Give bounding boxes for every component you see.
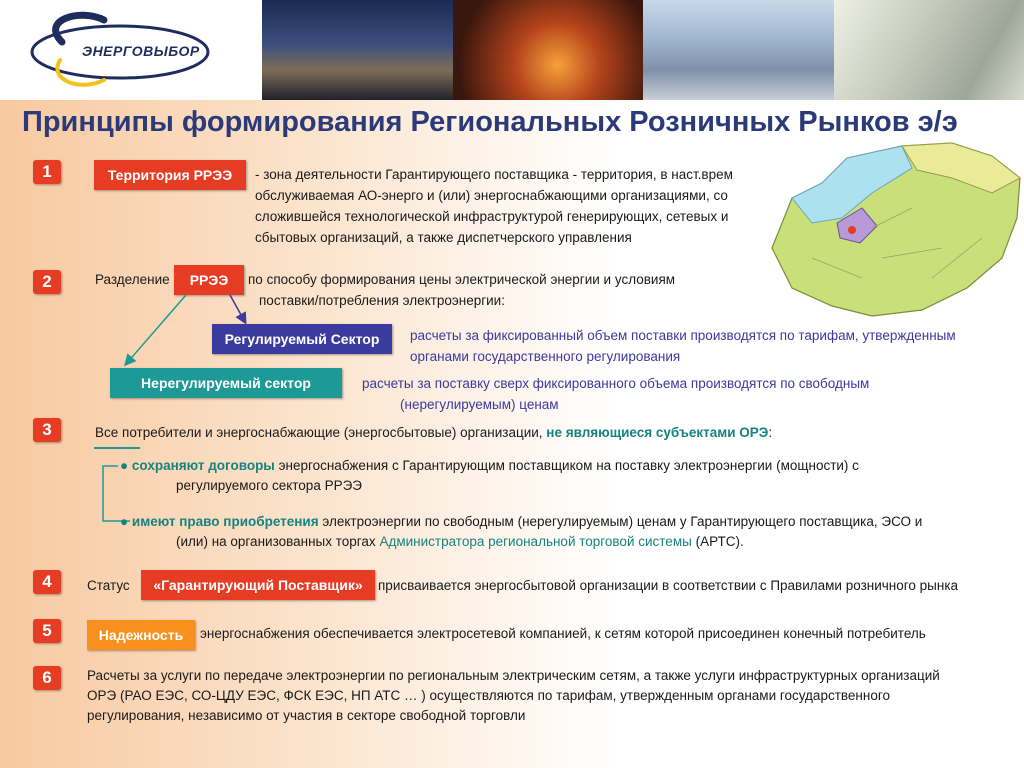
bullet2-line2-b: (АРТС). — [695, 534, 744, 549]
bullet-dot-icon: ● — [120, 458, 129, 473]
item-number-4: 4 — [33, 570, 61, 594]
rree-label: РРЭЭ — [174, 265, 244, 295]
unregulated-line-1: расчеты за поставку сверх фиксированного объема производятся по свободным — [362, 376, 870, 391]
arts-link[interactable]: Администратора региональной торговой системы — [379, 534, 692, 549]
item-number-2: 2 — [33, 270, 61, 294]
bullet2-bold: имеют право приобретения — [131, 514, 319, 529]
bullet2-rest: электроэнергии по свободным (нерегулируемым) ценам у Гарантирующего поставщика, ЭСО и — [322, 514, 923, 529]
item3-intro-end: : — [768, 425, 773, 440]
unregulated-line-2: (нерегулируемым) ценам — [400, 397, 559, 412]
item3-intro — [95, 423, 772, 443]
bullet-dot-icon: ● — [120, 514, 129, 529]
item3-intro-text: Все потребители и энергоснабжающие (энергосбытовые) организации, — [95, 425, 543, 440]
item-number-3: 3 — [33, 418, 61, 442]
logo-text: ЭНЕРГОВЫБОР — [82, 43, 200, 59]
item1-line-1: - зона деятельности Гарантирующего поставщика - территория, в наст.врем — [255, 167, 733, 182]
bullet1-rest: энергоснабжения с Гарантирующим поставщиком на поставку электроэнергии (мощности) с — [278, 458, 859, 473]
item6-line-2: ОРЭ (РАО ЕЭС, СО-ЦДУ ЕЭС, ФСК ЕЭС, НП АТС … ) осуществляются по тарифам, утвержденным органами государственного — [87, 688, 890, 703]
item-number-6: 6 — [33, 666, 61, 690]
reliability-label: Надежность — [87, 620, 195, 650]
bullet2-line2-a: (или) на организованных торгах — [176, 534, 376, 549]
bullet1-line-2: регулируемого сектора РРЭЭ — [176, 478, 362, 493]
item2-line-2: поставки/потребления электроэнергии: — [259, 293, 505, 308]
guarantor-supplier-label: «Гарантирующий Поставщик» — [141, 570, 375, 600]
item-number-1: 1 — [33, 160, 61, 184]
item1-line-2: обслуживаемая АО-энерго и (или) энергоснабжающими организациями, со — [255, 188, 728, 203]
item2-line-1: по способу формирования цены электрической энергии и условиям — [248, 272, 676, 287]
item3-bullet-1 — [120, 456, 859, 476]
item1-line-3: сложившейся технологической инфраструктурой генерирующих, сетевых и — [255, 209, 729, 224]
bullet1-bold: сохраняют договоры — [131, 458, 275, 473]
item6-line-1: Расчеты за услуги по передаче электроэнергии по региональным электрическим сетям, а также услуги инфраструктурных организаций — [87, 668, 940, 683]
item3-bullet-2 — [120, 512, 922, 532]
unregulated-sector-label: Нерегулируемый сектор — [110, 368, 342, 398]
item4-text: присваивается энергосбытовой организации в соответствии с Правилами розничного рынка — [378, 578, 959, 593]
page-title: Принципы формирования Региональных Розничных Рынков э/э — [22, 106, 958, 138]
territory-rree-label: Территория РРЭЭ — [94, 160, 246, 190]
bullet2-line-2 — [176, 532, 744, 552]
item6-line-3: регулирования, независимо от участия в секторе свободной торговли — [87, 708, 526, 723]
item3-intro-highlight: не являющиеся субъектами ОРЭ — [546, 425, 769, 440]
item1-line-4: сбытовых организаций, а также диспетчерского управления — [255, 230, 632, 245]
item5-text: энергоснабжения обеспечивается электросетевой компанией, к сетям которой присоединен конечный потребитель — [200, 626, 926, 641]
regulated-sector-label: Регулируемый Сектор — [212, 324, 392, 354]
regulated-line-1: расчеты за фиксированный объем поставки производятся по тарифам, утвержденным — [410, 328, 956, 343]
item4-prefix: Статус — [87, 578, 130, 593]
item-number-5: 5 — [33, 619, 61, 643]
regulated-line-2: органами государственного регулирования — [410, 349, 681, 364]
item2-prefix: Разделение — [95, 272, 170, 287]
